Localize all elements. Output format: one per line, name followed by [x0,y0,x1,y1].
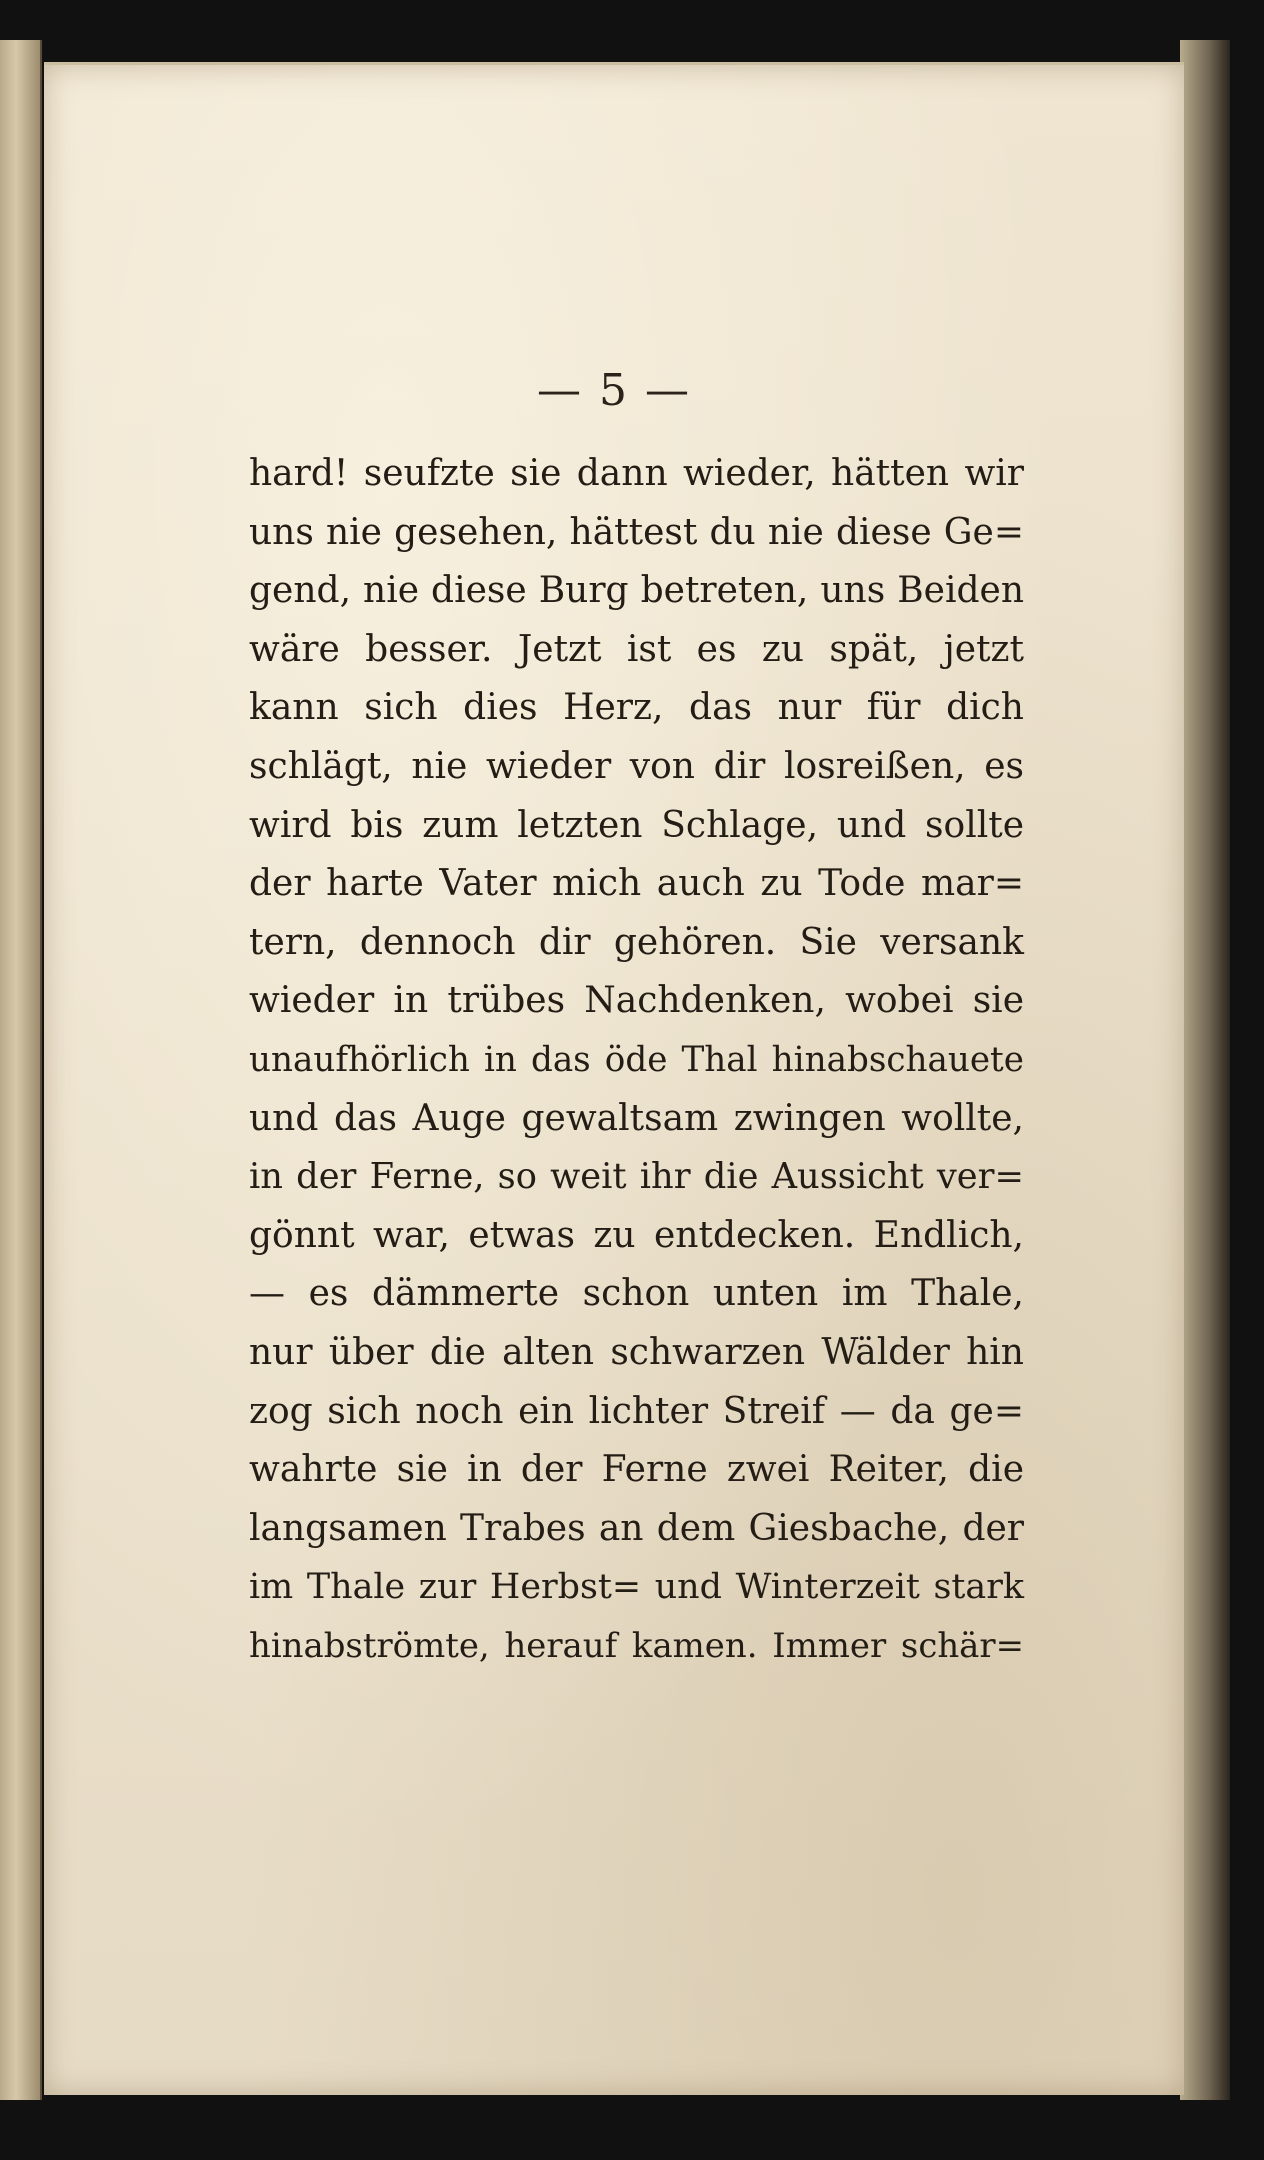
text-line: gend, nie diese Burg betreten, uns Beiden [249,570,1024,612]
text-line: tern, dennoch dir gehören. Sie versank [249,921,1024,963]
text-line: schlägt, nie wieder von dir losreißen, es [249,745,1024,787]
text-line: uns nie gesehen, hättest du nie diese Ge= [249,511,1024,553]
text-line: langsamen Trabes an dem Giesbache, der [249,1507,1024,1549]
text-line: wird bis zum letzten Schlage, und sollte [249,804,1024,846]
text-line: in der Ferne, so weit ihr die Aussicht ver= [249,1156,1024,1198]
text-line: unaufhörlich in das öde Thal hinabschauete [249,1039,1024,1080]
text-line: der harte Vater mich auch zu Tode mar= [249,863,1024,905]
text-line: wäre besser. Jetzt ist es zu spät, jetzt [249,628,1024,670]
text-line: kann sich dies Herz, das nur für dich [249,687,1024,729]
book-binding-edge [0,40,42,2100]
page-number: — 5 — [537,365,691,416]
text-line: nur über die alten schwarzen Wälder hin [249,1331,1024,1373]
text-line: im Thale zur Herbst= und Winterzeit stark [249,1567,1024,1608]
text-line: hinabströmte, herauf kamen. Immer schär= [249,1625,1024,1665]
text-line: gönnt war, etwas zu entdecken. Endlich, [249,1214,1024,1256]
text-line: zog sich noch ein lichter Streif — da ge= [249,1390,1024,1432]
book-page [44,62,1184,2095]
page-stack-edge [1180,40,1230,2100]
text-line: wahrte sie in der Ferne zwei Reiter, die [249,1449,1024,1491]
text-line: und das Auge gewaltsam zwingen wollte, [249,1097,1024,1139]
text-line: wieder in trübes Nachdenken, wobei sie [249,980,1024,1022]
body-text [249,445,1024,1675]
text-line: hard! seufzte sie dann wieder, hätten wir [249,453,1024,494]
text-line: — es dämmerte schon unten im Thale, [249,1273,1024,1315]
